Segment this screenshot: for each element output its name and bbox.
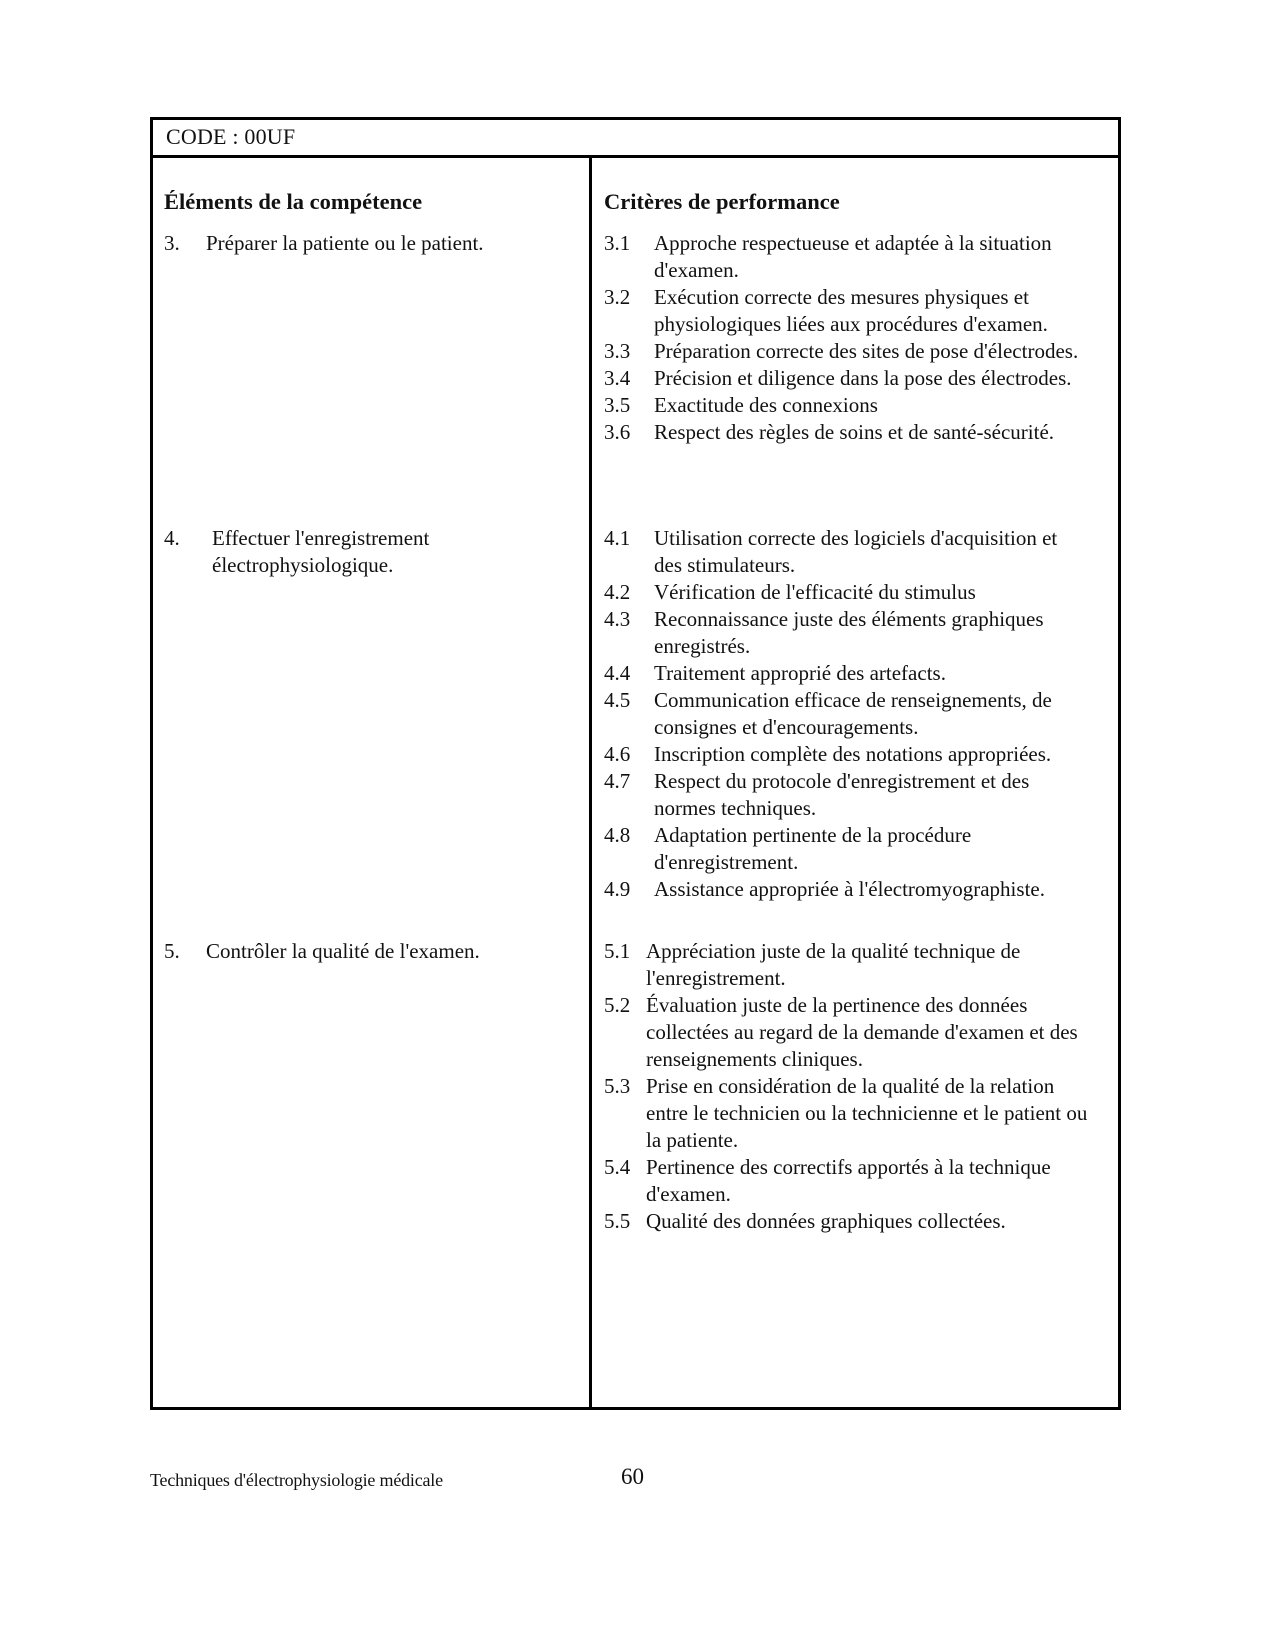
criterion-text: Pertinence des correctifs apportés à la technique d'examen. — [646, 1155, 1051, 1206]
elements-heading: Éléments de la compétence — [164, 189, 423, 214]
criterion-item — [604, 992, 1089, 1073]
criterion-item — [604, 1154, 1089, 1208]
criterion-item — [604, 284, 1084, 338]
criterion-text: Exactitude des connexions — [654, 393, 878, 417]
criterion-item — [604, 338, 1084, 365]
criterion-number: 4.8 — [604, 823, 631, 847]
criterion-item — [604, 606, 1084, 660]
page-number: 60 — [621, 1464, 644, 1489]
criterion-text: Assistance appropriée à l'électromyographiste. — [654, 877, 1045, 901]
criterion-item — [604, 419, 1084, 446]
criterion-number: 3.2 — [604, 285, 631, 309]
criterion-item — [604, 741, 1084, 768]
criterion-item — [604, 230, 1084, 284]
criterion-item — [604, 525, 1084, 579]
element-number: 3. — [164, 231, 180, 255]
criterion-text: Reconnaissance juste des éléments graphiques enregistrés. — [654, 607, 1044, 658]
criterion-number: 3.1 — [604, 231, 631, 255]
element-item — [164, 525, 574, 579]
criterion-number: 3.4 — [604, 366, 631, 390]
competence-table — [150, 117, 1121, 1410]
criterion-item — [604, 938, 1089, 992]
code-label: CODE : 00UF — [153, 120, 1118, 158]
criterion-number: 5.1 — [604, 939, 631, 963]
criteria-group-5 — [604, 938, 1089, 1235]
criterion-item — [604, 768, 1084, 822]
criterion-item — [604, 1208, 1089, 1235]
criterion-text: Vérification de l'efficacité du stimulus — [654, 580, 976, 604]
element-text: Contrôler la qualité de l'examen. — [206, 939, 480, 963]
criterion-text: Précision et diligence dans la pose des électrodes. — [654, 366, 1072, 390]
footer-title: Techniques d'électrophysiologie médicale — [150, 1470, 443, 1490]
element-item — [164, 230, 574, 257]
criterion-number: 5.5 — [604, 1209, 631, 1233]
criterion-text: Respect du protocole d'enregistrement et des normes techniques. — [654, 769, 1030, 820]
criterion-number: 3.6 — [604, 420, 631, 444]
criterion-number: 4.4 — [604, 661, 631, 685]
criteria-group-3 — [604, 230, 1084, 446]
criterion-item — [604, 687, 1084, 741]
element-number: 5. — [164, 939, 180, 963]
criterion-text: Évaluation juste de la pertinence des données collectées au regard de la demande d'examen et des renseignements cliniques. — [646, 993, 1078, 1071]
element-number: 4. — [164, 526, 180, 550]
criterion-item — [604, 392, 1084, 419]
criterion-text: Respect des règles de soins et de santé-sécurité. — [654, 420, 1055, 444]
criterion-text: Inscription complète des notations appropriées. — [654, 742, 1052, 766]
criterion-text: Communication efficace de renseignements, de consignes et d'encouragements. — [654, 688, 1052, 739]
criterion-text: Préparation correcte des sites de pose d'électrodes. — [654, 339, 1079, 363]
criterion-item — [604, 822, 1084, 876]
criterion-number: 4.2 — [604, 580, 631, 604]
criterion-text: Utilisation correcte des logiciels d'acquisition et des stimulateurs. — [654, 526, 1058, 577]
criterion-number: 4.5 — [604, 688, 631, 712]
criterion-number: 4.7 — [604, 769, 631, 793]
criteria-heading: Critères de performance — [604, 189, 840, 214]
criterion-item — [604, 579, 1084, 606]
criterion-item — [604, 876, 1084, 903]
element-text: Effectuer l'enregistrement électrophysiologique. — [212, 526, 430, 577]
criterion-item — [604, 365, 1084, 392]
element-item — [164, 938, 574, 965]
criterion-number: 4.3 — [604, 607, 631, 631]
criterion-number: 4.6 — [604, 742, 631, 766]
criterion-number: 3.3 — [604, 339, 631, 363]
criterion-number: 4.1 — [604, 526, 631, 550]
criterion-number: 5.4 — [604, 1155, 631, 1179]
criterion-item — [604, 1073, 1089, 1154]
criterion-text: Traitement approprié des artefacts. — [654, 661, 946, 685]
criterion-text: Prise en considération de la qualité de la relation entre le technicien ou la technicienne et le patient ou la patiente. — [646, 1074, 1088, 1152]
criterion-number: 3.5 — [604, 393, 631, 417]
criterion-text: Qualité des données graphiques collectées. — [646, 1209, 1006, 1233]
criterion-text: Approche respectueuse et adaptée à la situation d'examen. — [654, 231, 1052, 282]
criterion-text: Appréciation juste de la qualité technique de l'enregistrement. — [646, 939, 1021, 990]
criterion-number: 5.2 — [604, 993, 631, 1017]
criterion-text: Exécution correcte des mesures physiques et physiologiques liées aux procédures d'examen. — [654, 285, 1048, 336]
criteria-group-4 — [604, 525, 1084, 903]
criterion-number: 5.3 — [604, 1074, 631, 1098]
criterion-text: Adaptation pertinente de la procédure d'enregistrement. — [654, 823, 972, 874]
criterion-number: 4.9 — [604, 877, 631, 901]
criterion-item — [604, 660, 1084, 687]
column-divider — [589, 158, 592, 1407]
element-text: Préparer la patiente ou le patient. — [206, 231, 484, 255]
